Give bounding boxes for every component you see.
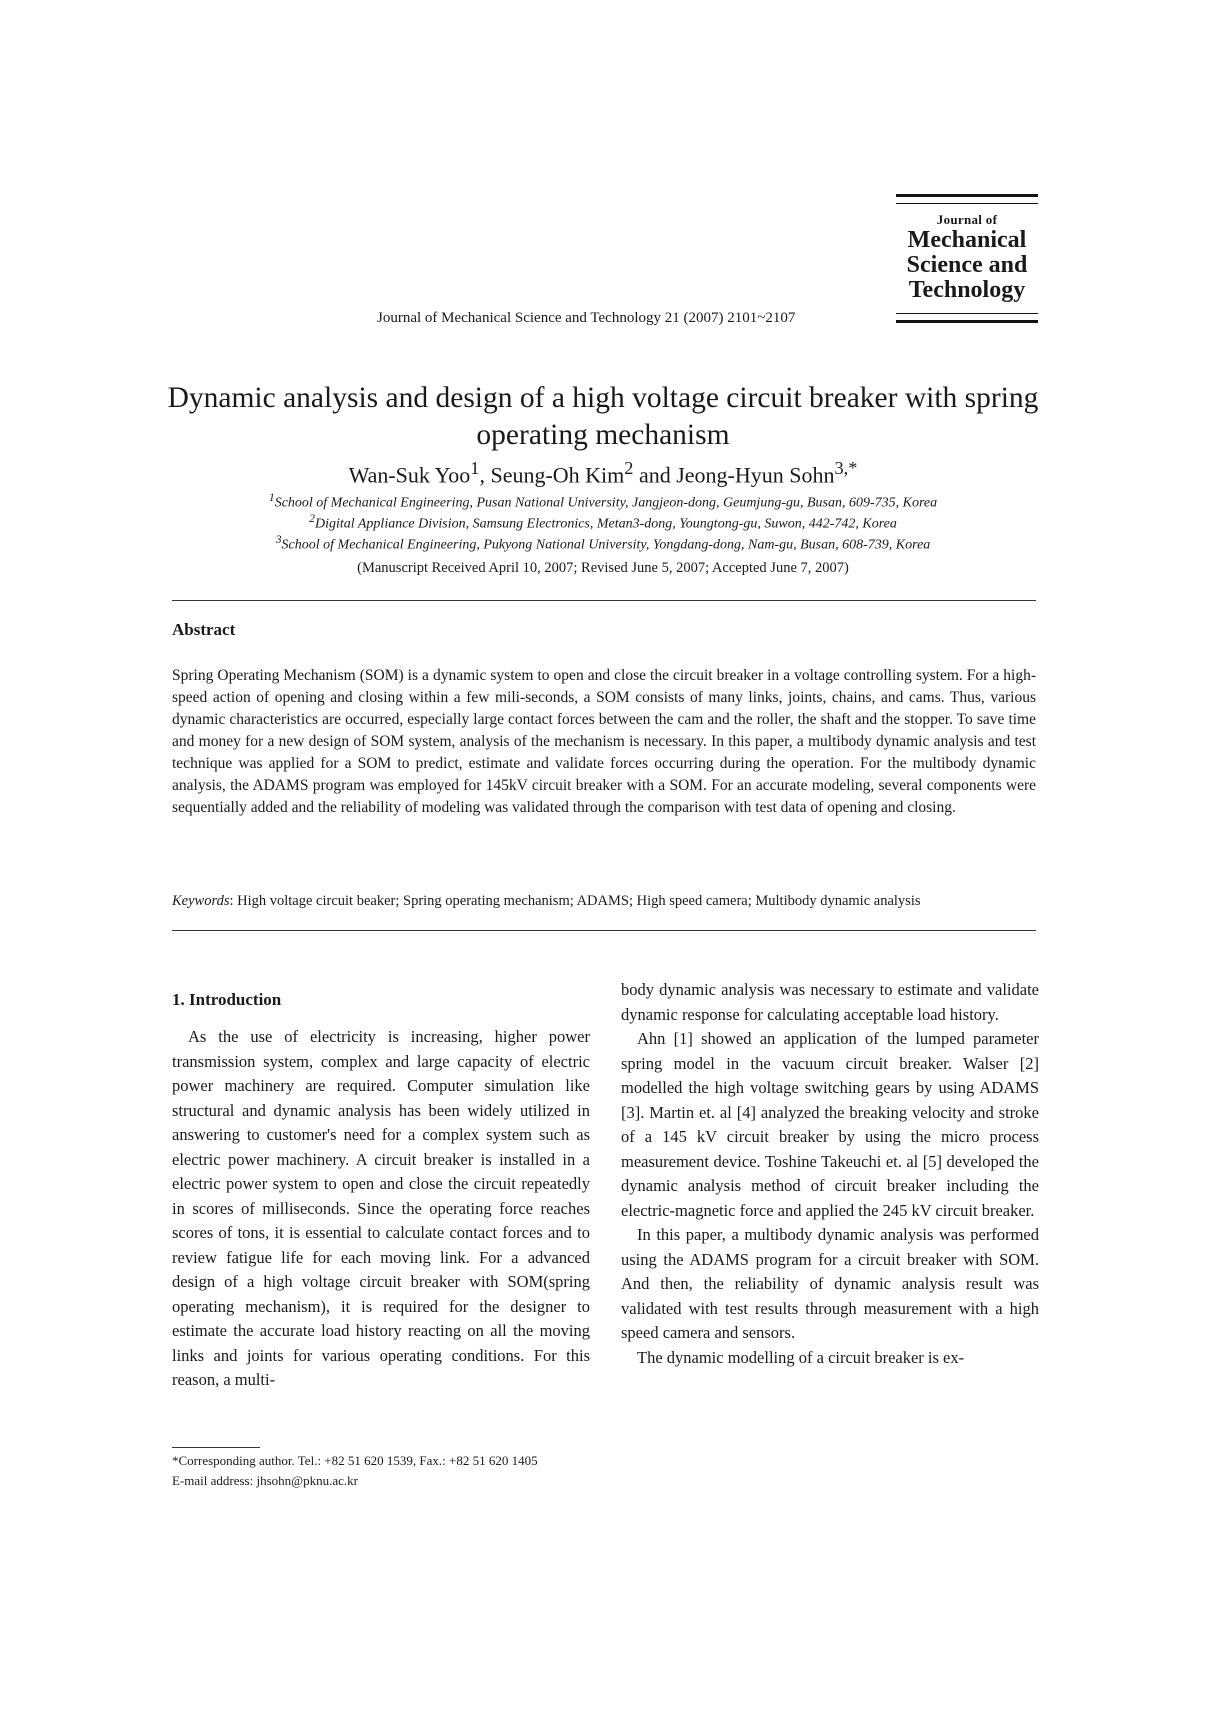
affiliation-mark: 1 [268, 491, 275, 504]
affiliation-line [150, 512, 1056, 533]
paragraph: body dynamic analysis was necessary to estimate and validate dynamic response for calculating acceptable load history. [621, 980, 1039, 1024]
affiliation-text: School of Mechanical Engineering, Pusan National University, Jangjeon-dong, Geumjung-gu, Busan, 609-735, Korea [274, 495, 938, 511]
divider [172, 600, 1036, 601]
journal-logo [896, 194, 1038, 323]
author-affiliation-mark: 3,* [834, 458, 858, 478]
left-column [172, 1025, 590, 1393]
paper-title: Dynamic analysis and design of a high voltage circuit breaker with spring operating mechanism [167, 382, 1039, 451]
journal-citation: Journal of Mechanical Science and Technology 21 (2007) 2101~2107 [377, 310, 796, 326]
affiliation-text: School of Mechanical Engineering, Pukyong National University, Yongdang-dong, Nam-gu, Busan, 608-739, Korea [281, 537, 931, 553]
paragraph: Ahn [1] showed an application of the lumped parameter spring model in the vacuum circuit breaker. Walser [2] modelled the high voltage switching gears by using ADAMS [3]. Martin et. al [4] analyzed the breaking velocity and stroke of a 145 kV circuit breaker by using the micro process measurement device. Toshine Takeuchi et. al [5] developed the dynamic analysis method of circuit breaker including the electric-magnetic force and applied the 245 kV circuit breaker. [621, 1029, 1039, 1220]
author-affiliation-mark: 1 [470, 458, 480, 478]
footnote-rule [172, 1447, 260, 1448]
author-name: Wan-Suk Yoo [348, 462, 471, 488]
affiliation-text: Digital Appliance Division, Samsung Electronics, Metan3-dong, Youngtong-gu, Suwon, 442-742, Korea [314, 516, 897, 532]
logo-line-technology: Technology [908, 277, 1026, 303]
footnote-line: E-mail address: jhsohn@pknu.ac.kr [172, 1473, 358, 1488]
author-separator: , [479, 462, 491, 488]
manuscript-dates: (Manuscript Received April 10, 2007; Revised June 5, 2007; Accepted June 7, 2007) [357, 560, 849, 576]
keywords-label: Keywords [172, 893, 230, 909]
logo-rule-top [896, 194, 1038, 204]
author-separator: and [633, 462, 677, 488]
divider [172, 930, 1036, 931]
abstract-body: Spring Operating Mechanism (SOM) is a dynamic system to open and close the circuit breaker in a voltage controlling system. For a high-speed action of opening and closing within a few mili-seconds, a SOM consists of many links, joints, chains, and cams. Thus, various dynamic characteristics are occurred, especially large contact forces between the cam and the roller, the shaft and the stopper. To save time and money for a new design of SOM system, analysis of the mechanism is necessary. In this paper, a multibody dynamic analysis and test technique was applied for a SOM to predict, estimate and validate forces occurring during the operation. For the multibody dynamic analysis, the ADAMS program was employed for 145kV circuit breaker with a SOM. For an accurate modeling, several components were sequentially added and the reliability of modeling was validated through the comparison with test data of opening and closing. [172, 667, 1036, 816]
abstract-heading: Abstract [172, 620, 236, 639]
author-name: Jeong-Hyun Sohn [676, 462, 835, 488]
keywords-line [172, 893, 1036, 910]
author-list [150, 458, 1056, 488]
affiliation-mark: 2 [309, 512, 315, 525]
right-column [621, 978, 1039, 1370]
footnote [172, 1451, 592, 1491]
author-affiliation-mark: 2 [624, 458, 634, 478]
affiliation-line [150, 491, 1056, 512]
affiliation-line [150, 533, 1056, 554]
logo-line-mechanical: Mechanical [907, 227, 1027, 253]
keywords-text: : High voltage circuit beaker; Spring operating mechanism; ADAMS; High speed camera; Multibody dynamic analysis [229, 893, 921, 909]
footnote-line: *Corresponding author. Tel.: +82 51 620 1539, Fax.: +82 51 620 1405 [172, 1453, 538, 1468]
paragraph: In this paper, a multibody dynamic analysis was performed using the ADAMS program for a circuit breaker with SOM. And then, the reliability of dynamic analysis result was validated with test results through measurement with a high speed camera and sensors. [621, 1225, 1039, 1342]
logo-rule-bottom [896, 313, 1038, 323]
affiliation-mark: 3 [275, 533, 282, 546]
logo-line-science-and: Science and [906, 252, 1028, 278]
author-name: Seung-Oh Kim [490, 462, 625, 488]
paragraph: As the use of electricity is increasing, higher power transmission system, complex and large capacity of electric power machinery are required. Computer simulation like structural and dynamic analysis has been widely utilized in answering to customer's need for a complex system such as electric power machinery. A circuit breaker is installed in a electric power system to open and close the circuit repeatedly in scores of milliseconds. Since the operating force reaches scores of tons, it is essential to calculate contact forces and to review fatigue life for each moving link. For a advanced design of a high voltage circuit breaker with SOM(spring operating mechanism), it is required for the designer to estimate the accurate load history reacting on all the moving links and joints for various operating conditions. For this reason, a multi- [172, 1027, 590, 1389]
introduction-heading: 1. Introduction [172, 990, 282, 1009]
logo-line-journal-of: Journal of [936, 212, 998, 227]
paragraph: The dynamic modelling of a circuit breaker is ex- [637, 1347, 965, 1367]
